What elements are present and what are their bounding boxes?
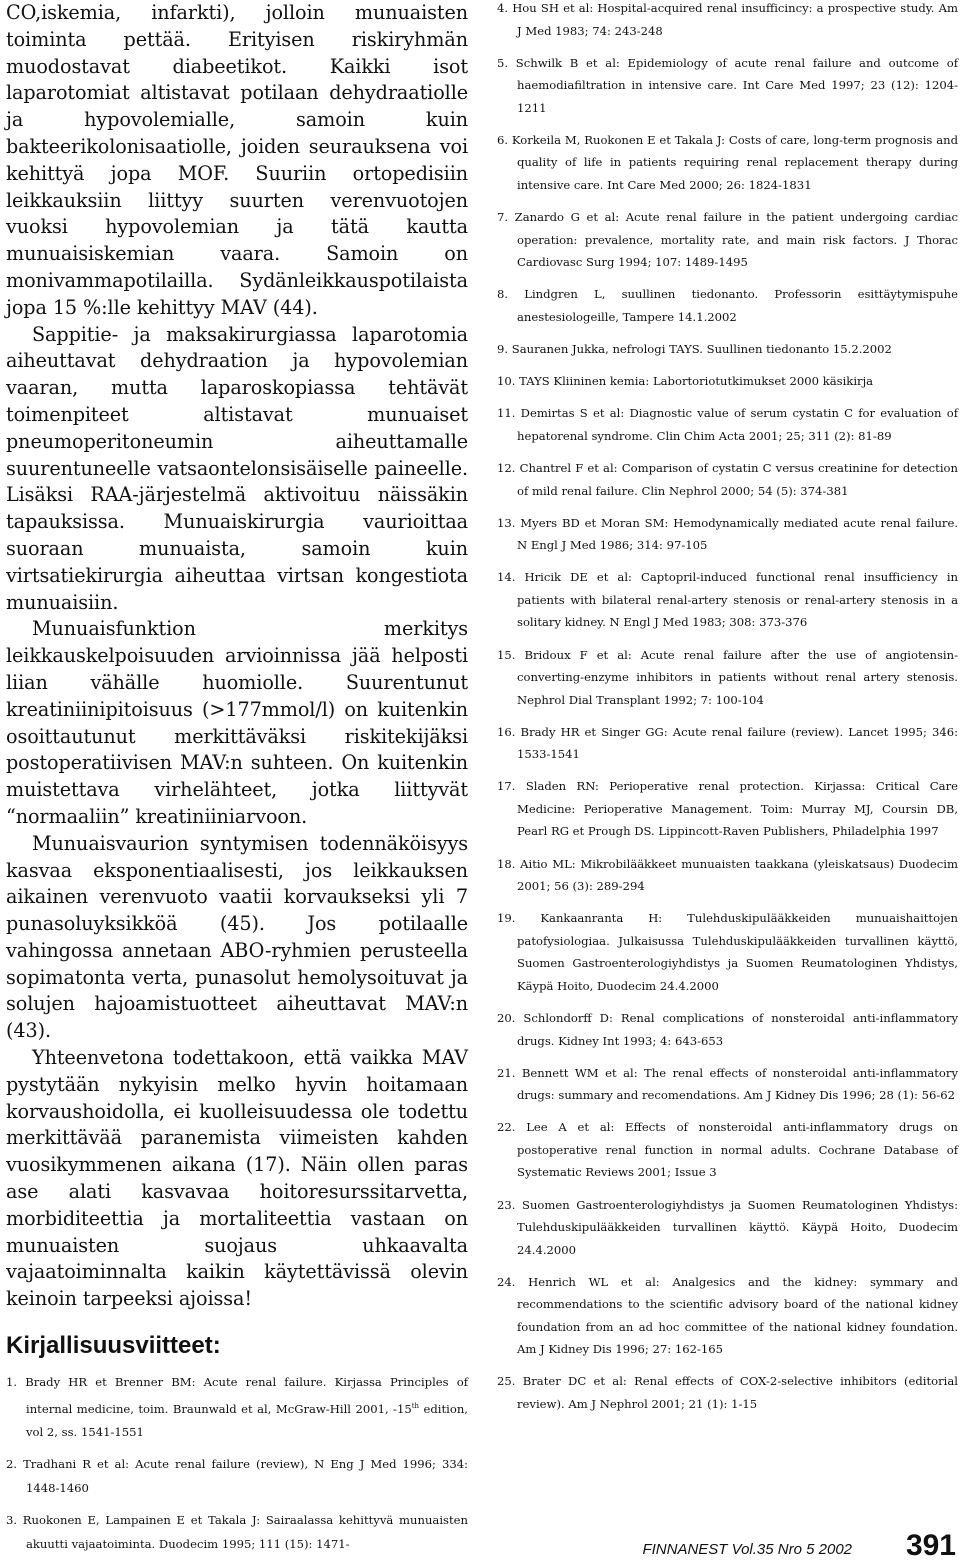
reference-item: 7. Zanardo G et al: Acute renal failure in the patient undergoing cardiac operation: prevalence, mortality rate, and main risk factors. J Thorac Cardiovasc Surg 1994; 107: 1489-1495 [497, 210, 958, 270]
reference-text: 2. Tradhani R et al: Acute renal failure (review), N Eng J Med 1996; 334: 1448-1460 [6, 1457, 468, 1495]
body-paragraph: Munuaisfunktion merkitys leikkauskelpoisuuden arvioinnissa jää helposti liian vähälle huomiolle. Suurentunut kreatiniinipitoisuus (>177mmol/l) on kuitenkin osoittautunut merkittäväksi riskitekijäksi postoperatiivisen MAV:n suhteen. On kuitenkin muistettava virhelähteet, jotka liittyvät “normaaliin” kreatiniiniarvoon. [6, 617, 468, 828]
reference-item: 12. Chantrel F et al: Comparison of cystatin C versus creatinine for detection of mild renal failure. Clin Nephrol 2000; 54 (5): 374-381 [497, 461, 958, 498]
reference-item: 5. Schwilk B et al: Epidemiology of acute renal failure and outcome of haemodiafiltration in intensive care. Int Care Med 1997; 23 (12): 1204-1211 [497, 55, 958, 115]
reference-item: 20. Schlondorff D: Renal complications of nonsteroidal anti-inflammatory drugs. Kidney Int 1993; 4: 643-653 [497, 1011, 958, 1048]
right-column [497, 0, 958, 1425]
reference-item: 11. Demirtas S et al: Diagnostic value of serum cystatin C for evaluation of hepatorenal syndrome. Clin Chim Acta 2001; 25; 311 (2): 81-89 [497, 406, 958, 443]
reference-item: 14. Hricik DE et al: Captopril-induced functional renal insufficiency in patients with bilateral renal-artery stenosis or renal-artery stenosis in a solitary kidney. N Engl J Med 1983; 308: 373-376 [497, 570, 958, 630]
reference-list-right [497, 0, 958, 1415]
journal-footer: FINNANEST Vol.35 Nro 5 2002 [642, 1541, 852, 1558]
body-paragraph: Yhteenvetona todettakoon, että vaikka MAV pystytään nykyisin melko hyvin hoitamaan korvaushoidolla, ei kuolleisuudessa ole todettu merkittävää paranemista viimeisten kahden vuosikymmenen aikana (17). Näin ollen paras ase alati kasvavaa hoitoresurssitarvetta, morbiditeettia ja mortaliteettia vastaan on munuaisten suojaus uhkaavalta vajaatoiminnalta kaikin käytettävissä olevin keinoin tarpeeksi ajoissa! [6, 1046, 468, 1311]
references-heading: Kirjallisuusviitteet: [6, 1332, 221, 1360]
reference-list-left [6, 1371, 468, 1556]
reference-item: 25. Brater DC et al: Renal effects of COX-2-selective inhibitors (editorial review). Am J Nephrol 2001; 21 (1): 1-15 [497, 1374, 958, 1411]
reference-item: 24. Henrich WL et al: Analgesics and the kidney: symmary and recommendations to the scientific advisory board of the national kidney foundation from an ad hoc committee of the national kidney foundation. Am J Kidney Dis 1996; 27: 162-165 [497, 1274, 958, 1357]
reference-item: 4. Hou SH et al: Hospital-acquired renal insufficincy: a prospective study. Am J Med 1983; 74: 243-248 [497, 1, 958, 38]
reference-superscript: th [411, 1401, 420, 1410]
reference-item: 23. Suomen Gastroenterologiyhdistys ja Suomen Reumatologinen Yhdistys: Tulehduskipulääkkeiden turvallinen käyttö. Käypä Hoito, Duodecim 24.4.2000 [497, 1197, 958, 1257]
reference-item: 15. Bridoux F et al: Acute renal failure after the use of angiotensin-converting-enzyme inhibitors in patients without renal artery stenosis. Nephrol Dial Transplant 1992; 7: 100-104 [497, 647, 958, 707]
left-column [6, 0, 468, 1565]
reference-item: 13. Myers BD et Moran SM: Hemodynamically mediated acute renal failure. N Engl J Med 1986; 314: 97-105 [497, 515, 958, 553]
reference-item: 9. Sauranen Jukka, nefrologi TAYS. Suullinen tiedonanto 15.2.2002 [497, 341, 892, 356]
reference-item [6, 1453, 468, 1500]
body-paragraph: CO,iskemia, infarkti), jolloin munuaisten toiminta pettää. Erityisen riskiryhmän muodostavat diabeetikot. Kaikki isot laparotomiat altistavat potilaan dehydraatiolle ja hypovolemialle, samoin kuin bakteerikolonisaatiolle, joiden seurauksena voi kehittyä jopa MOF. Suuriin ortopedisiin leikkauksiin liittyy suurten verenvuotojen vuoksi hypovolemian ja tätä kautta munuaisiskemian vaara. Samoin on monivammapotilailla. Sydänleikkauspotilaista jopa 15 %:lle kehittyy MAV (44). [6, 1, 468, 319]
body-paragraph: Sappitie- ja maksakirurgiassa laparotomia aiheuttavat dehydraation ja hypovolemian vaaran, mutta laparoskopiassa tehtävät toimenpiteet altistavat munuaiset pneumoperitoneumin aiheuttamalle suurentuneelle vatsaontelonsisäiselle paineelle. Lisäksi RAA-järjestelmä aktivoituu näissäkin tapauksissa. Munuaiskirurgia vaurioittaa suoraan munuaista, samoin kuin virtsatiekirurgia aiheuttaa virtsan kongestiota munuaisiin. [6, 322, 468, 614]
reference-item: 22. Lee A et al: Effects of nonsteroidal anti-inflammatory drugs on postoperative renal function in normal adults. Cochrane Database of Systematic Reviews 2001; Issue 3 [497, 1120, 958, 1180]
reference-item: 8. Lindgren L, suullinen tiedonanto. Professorin esittäytymispuhe anestesiologeille, Tampere 14.1.2002 [497, 287, 958, 324]
reference-text: 1. Brady HR et Brenner BM: Acute renal failure. Kirjassa Principles of internal medicine, toim. Braunwald et al, McGraw-Hill 2001, -15 [6, 1375, 468, 1416]
reference-item: 6. Korkeila M, Ruokonen E et Takala J: Costs of care, long-term prognosis and quality of life in patients requiring renal replacement therapy during intensive care. Int Care Med 2000; 26: 1824-1831 [497, 132, 958, 192]
reference-item: 21. Bennett WM et al: The renal effects of nonsteroidal anti-inflammatory drugs: summary and recomendations. Am J Kidney Dis 1996; 28 (1): 56-62 [497, 1065, 958, 1103]
reference-item [6, 1509, 468, 1556]
reference-item: 16. Brady HR et Singer GG: Acute renal failure (review). Lancet 1995; 346: 1533-1541 [497, 724, 958, 762]
reference-text-continued: edition, vol 2, ss. 1541-1551 [26, 1401, 468, 1439]
page-number: 391 [905, 1529, 956, 1562]
reference-text: 3. Ruokonen E, Lampainen E et Takala J: Sairaalassa kehittyvä munuaisten akuutti vajaatoiminta. Duodecim 1995; 111 (15): 1471- [6, 1513, 468, 1551]
reference-item: 18. Aitio ML: Mikrobilääkkeet munuaisten taakkana (yleiskatsaus) Duodecim 2001; 56 (3): 289-294 [497, 856, 958, 894]
reference-item: 17. Sladen RN: Perioperative renal protection. Kirjassa: Critical Care Medicine: Perioperative Management. Toim: Murray MJ, Coursin DB, Pearl RG et Prough DS. Lippincott-Raven Publishers, Philadelphia 1997 [497, 779, 958, 839]
body-paragraph: Munuaisvaurion syntymisen todennäköisyys kasvaa eksponentiaalisesti, jos leikkauksen aikainen verenvuoto vaatii korvaukseksi yli 7 punasoluyksikköä (45). Jos potilaalle vahingossa annetaan ABO-ryhmien perusteella sopimatonta verta, punasolut hemolysoituvat ja solujen hajoamistuotteet aiheuttavat MAV:n (43). [6, 831, 468, 1043]
reference-item: 10. TAYS Kliininen kemia: Labortoriotutkimukset 2000 käsikirja [497, 374, 874, 389]
reference-item: 19. Kankaanranta H: Tulehduskipulääkkeiden munuaishaittojen patofysiologiaa. Julkaisussa Tulehduskipulääkkeiden turvallinen käyttö, Suomen Gastroenterologiyhdistys ja Suomen Reumatologinen Yhdistys, Käypä Hoito, Duodecim 24.4.2000 [497, 911, 958, 993]
reference-item [6, 1371, 468, 1444]
